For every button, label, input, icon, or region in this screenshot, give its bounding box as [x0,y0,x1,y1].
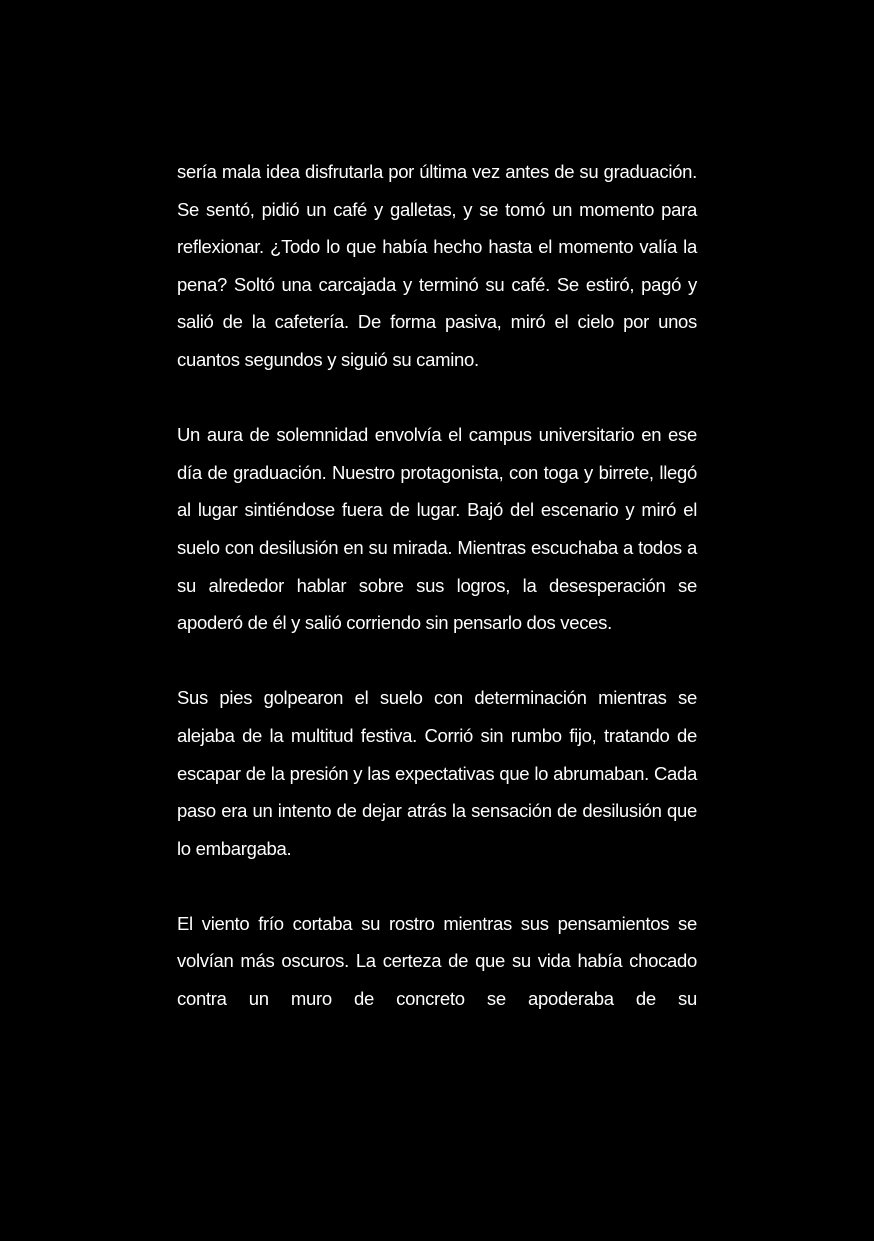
body-text [177,153,697,1055]
paragraph-3: Sus pies golpearon el suelo con determinación mientras se alejaba de la multitud festiva. Corrió sin rumbo fijo, tratando de escapar de la presión y las expectativas que lo abrumaban. Cada paso era un intento de dejar atrás la sensación de desilusión que lo embargaba. [177,687,697,859]
paragraph-2: Un aura de solemnidad envolvía el campus universitario en ese día de graduación. Nuestro protagonista, con toga y birrete, llegó al lugar sintiéndose fuera de lugar. Bajó del escenario y miró el suelo con desilusión en su mirada. Mientras escuchaba a todos a su alrededor hablar sobre sus logros, la desesperación se apoderó de él y salió corriendo sin pensarlo dos veces. [177,424,697,634]
paragraph-4: El viento frío cortaba su rostro mientras sus pensamientos se volvían más oscuros. La certeza de que su vida había chocado contra un muro de concreto se apoderaba de su [177,912,697,1010]
paragraph-1: sería mala idea disfrutarla por última vez antes de su graduación. Se sentó, pidió un café y galletas, y se tomó un momento para reflexionar. ¿Todo lo que había hecho hasta el momento valía la pena? Soltó una carcajada y terminó su café. Se estiró, pagó y salió de la cafetería. De forma pasiva, miró el cielo por unos cuantos segundos y siguió su camino. [177,161,697,370]
